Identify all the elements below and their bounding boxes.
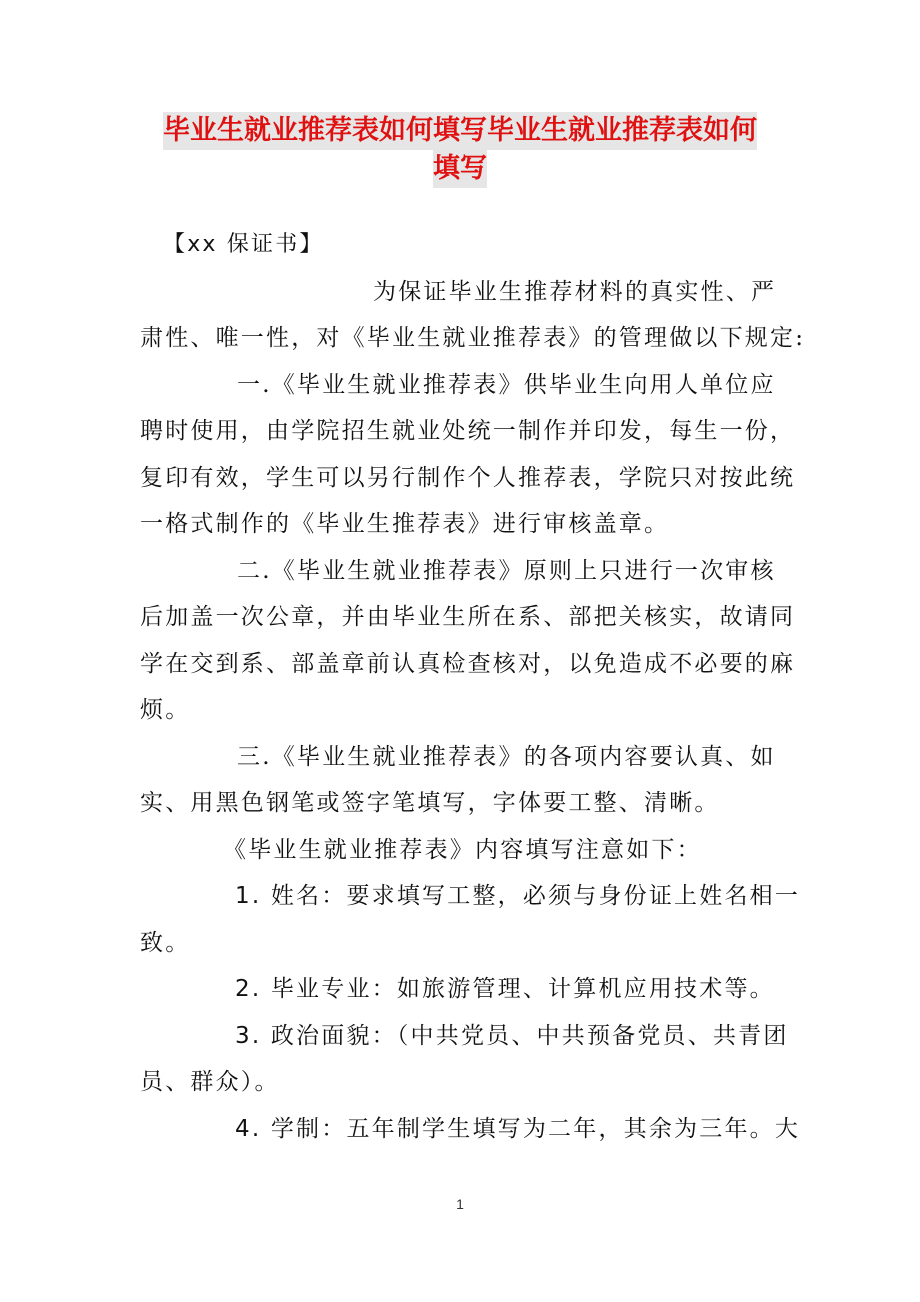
- paragraph-line: 复印有效，学生可以另行制作个人推荐表，学院只对按此统: [140, 464, 796, 491]
- section-heading: 【xx 保证书】: [163, 232, 324, 257]
- list-item-line: 致。: [140, 929, 191, 956]
- list-item-line: 4. 学制：五年制学生填写为二年，其余为三年。大: [235, 1115, 801, 1142]
- paragraph-line: 一格式制作的《毕业生推荐表》进行审核盖章。: [140, 511, 670, 537]
- list-item-line: 员、群众）。: [140, 1069, 280, 1095]
- page-number: 1: [456, 1196, 464, 1212]
- paragraph-line: 后加盖一次公章，并由毕业生所在系、部把关核实，故请同: [140, 604, 796, 630]
- paragraph-line: 一.《毕业生就业推荐表》供毕业生向用人单位应: [237, 371, 776, 398]
- document-title: [0, 112, 920, 188]
- paragraph-line: 学在交到系、部盖章前认真检查核对，以免造成不必要的麻: [140, 650, 796, 677]
- paragraph-line: 《毕业生就业推荐表》内容填写注意如下：: [223, 836, 702, 863]
- paragraph-line: 肃性、唯一性，对《毕业生就业推荐表》的管理做以下规定:: [140, 325, 806, 351]
- title-line-1: 毕业生就业推荐表如何填写毕业生就业推荐表如何: [163, 112, 757, 150]
- list-item-line: 3. 政治面貌：（中共党员、中共预备党员、共青团: [235, 1022, 789, 1049]
- paragraph-line: 聘时使用，由学院招生就业处统一制作并印发，每生一份，: [140, 418, 796, 444]
- paragraph-line: 三.《毕业生就业推荐表》的各项内容要认真、如: [237, 743, 776, 770]
- paragraph-line: 为保证毕业生推荐材料的真实性、严: [373, 278, 777, 305]
- list-item-line: 1. 姓名：要求填写工整，必须与身份证上姓名相一: [235, 883, 801, 909]
- document-body: [140, 222, 806, 1152]
- paragraph-line: 实、用黑色钢笔或签字笔填写，字体要工整、清晰。: [140, 790, 720, 816]
- paragraph-line: 二.《毕业生就业推荐表》原则上只进行一次审核: [237, 557, 776, 584]
- paragraph-line: 烦。: [140, 697, 191, 723]
- list-item-line: 2. 毕业专业：如旅游管理、计算机应用技术等。: [235, 976, 775, 1002]
- title-line-2: 填写: [433, 150, 487, 188]
